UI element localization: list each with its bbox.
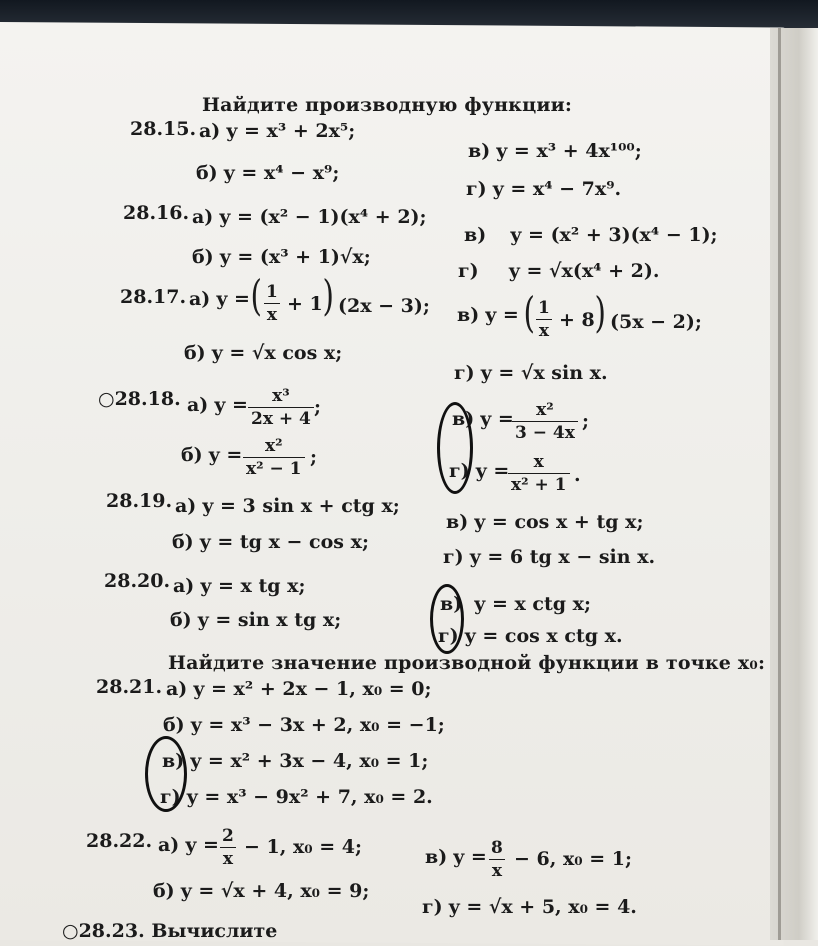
item-label: в) y =: [457, 304, 519, 326]
problem-number: 28.16.: [123, 202, 190, 224]
marker-circle: [145, 736, 187, 812]
problem-number: 28.20.: [104, 570, 171, 592]
expression: + 8: [559, 309, 595, 331]
expression: (2x − 3);: [338, 295, 430, 317]
heading-find-derivative: Найдите производную функции:: [202, 94, 573, 116]
expression: − 1, x₀ = 4;: [244, 836, 363, 858]
item-label: б) y = tg x − cos x;: [172, 531, 369, 553]
item-label: а) y = x³ + 2x⁵;: [199, 120, 356, 142]
expression: ;: [310, 446, 318, 468]
item-label: а) y = x² + 2x − 1, x₀ = 0;: [166, 678, 432, 700]
item-label: г) y =: [449, 460, 510, 482]
problem-number: ○28.23. Вычислите: [62, 920, 278, 942]
paren-open: (: [250, 271, 262, 320]
fraction: $\frac{x}{\text{x² + 1}}$: [508, 452, 570, 495]
item-label: г) y = cos x ctg x.: [438, 625, 623, 647]
item-label: б) y =: [181, 444, 243, 466]
item-label: б) y = (x³ + 1)√x;: [192, 246, 371, 268]
marker-circle: [437, 402, 473, 494]
expression: + 1: [287, 293, 323, 315]
item-label: г) y = 6 tg x − sin x.: [443, 546, 656, 568]
item-label: б) y = x³ − 3x + 2, x₀ = −1;: [163, 714, 445, 736]
problem-number: 28.22.: [86, 830, 153, 852]
item-label: г) y = √x(x⁴ + 2).: [458, 260, 660, 282]
expression: ;: [314, 396, 322, 418]
problem-number: ○28.18.: [98, 388, 181, 410]
item-label: в) y = x ctg x;: [440, 593, 592, 615]
item-label: а) y = x tg x;: [173, 575, 306, 597]
paren-close: ): [594, 288, 606, 337]
item-label: в) y = cos x + tg x;: [446, 511, 644, 533]
problem-number: 28.21.: [96, 676, 163, 698]
item-label: г) y = x⁴ − 7x⁹.: [466, 178, 622, 200]
item-label: г) y = x³ − 9x² + 7, x₀ = 2.: [160, 786, 433, 808]
item-label: б) y = √x + 4, x₀ = 9;: [153, 880, 370, 902]
heading-find-derivative-value: Найдите значение производной функции в точке x₀:: [168, 652, 766, 674]
item-label: а) y = 3 sin x + ctg x;: [175, 495, 400, 517]
problem-number: 28.19.: [106, 490, 173, 512]
fraction: $\frac{\text{x²}}{3 - 4x}$: [512, 400, 578, 443]
paren-open: (: [523, 288, 535, 337]
marker-circle: [430, 584, 464, 654]
item-label: а) y =: [187, 394, 248, 416]
item-label: б) y = √x cos x;: [184, 342, 343, 364]
item-label: в) y =: [425, 846, 487, 868]
fraction: $\frac{\text{x³}}{2x + 4}$: [248, 386, 314, 429]
item-label: б) y = sin x tg x;: [170, 609, 342, 631]
book-binding-edge: [770, 28, 818, 940]
expression: ;: [582, 410, 590, 432]
fraction: $\frac{1}{x}$: [535, 298, 553, 341]
expression: (5x − 2);: [610, 311, 702, 333]
fraction: $\frac{8}{x}$: [488, 838, 506, 881]
fraction: $\frac{2}{x}$: [219, 826, 237, 869]
problem-number: 28.15.: [130, 118, 197, 140]
item-label: б) y = x⁴ − x⁹;: [196, 162, 340, 184]
paren-close: ): [322, 271, 334, 320]
item-label: а) y = (x² − 1)(x⁴ + 2);: [192, 206, 427, 228]
item-label: а) y =: [189, 288, 250, 310]
expression: .: [574, 464, 581, 486]
item-label: в) y =: [452, 408, 514, 430]
expression: − 6, x₀ = 1;: [514, 848, 633, 870]
fraction: $\frac{1}{x}$: [263, 282, 281, 325]
item-label: в) y = x² + 3x − 4, x₀ = 1;: [162, 750, 429, 772]
item-label: г) y = √x sin x.: [454, 362, 608, 384]
item-label: г) y = √x + 5, x₀ = 4.: [422, 896, 637, 918]
item-label: в) y = (x² + 3)(x⁴ − 1);: [464, 224, 718, 246]
fraction: $\frac{\text{x²}}{\text{x² − 1}}$: [243, 436, 305, 479]
item-label: в) y = x³ + 4x¹⁰⁰;: [468, 140, 642, 162]
item-label: а) y =: [158, 834, 219, 856]
problem-number: 28.17.: [120, 286, 187, 308]
